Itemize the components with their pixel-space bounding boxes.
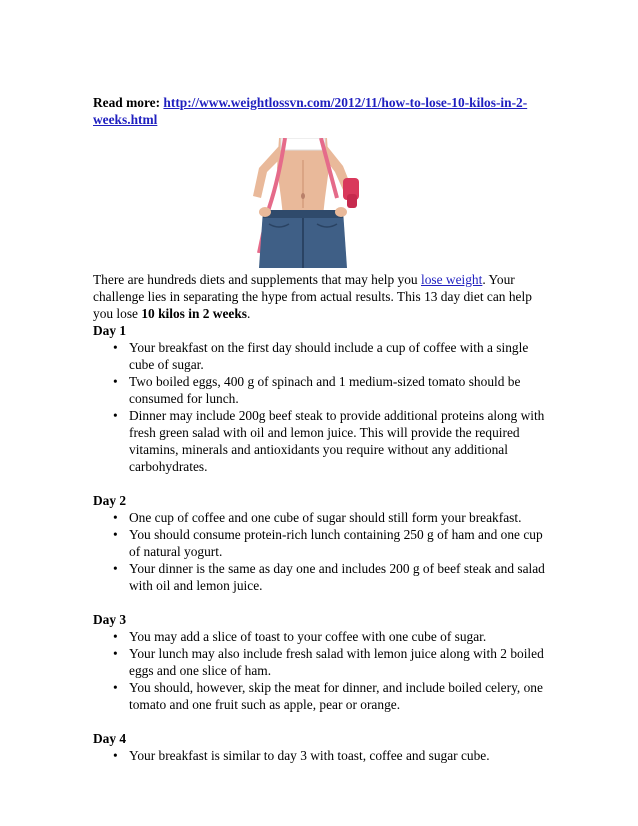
day-1-heading: Day 1 [93,323,127,338]
list-item-text: You should, however, skip the meat for dinner, and include boiled celery, one tomato and one fruit such as apple, pear or orange. [129,680,543,712]
bullet-icon: • [113,510,118,525]
list-item-text: Your dinner is the same as day one and includes 200 g of beef steak and salad with oil and lemon juice. [129,561,545,593]
bullet-icon: • [113,561,118,576]
bullet-icon: • [113,646,118,661]
intro-bold-text: 10 kilos in 2 weeks [141,306,248,321]
list-item-text: You may add a slice of toast to your coffee with one cube of sugar. [129,629,487,644]
bullet-icon: • [113,527,118,542]
weight-loss-photo [239,138,367,268]
list-item [93,526,553,560]
list-item [93,747,553,764]
bullet-icon: • [113,680,118,695]
article-body [93,271,553,764]
bullet-icon: • [113,374,118,389]
read-more-link[interactable]: http://www.weightlossvn.com/2012/11/how-to-lose-10-kilos-in-2-weeks.html [93,95,528,127]
day-2-heading: Day 2 [93,493,127,508]
list-item [93,509,553,526]
day-4-list [93,747,553,764]
list-item [93,339,553,373]
intro-text-before: There are hundreds diets and supplements that may help you [93,272,421,287]
day-3-list [93,628,553,713]
bullet-icon: • [113,408,118,423]
day-1-list [93,339,553,475]
list-item [93,628,553,645]
day-3-heading: Day 3 [93,612,127,627]
list-item-text: Your lunch may also include fresh salad with lemon juice along with 2 boiled eggs and one slice of ham. [129,646,544,678]
intro-paragraph [93,271,553,322]
list-item [93,560,553,594]
day-4-heading: Day 4 [93,731,127,746]
list-item-text: Your breakfast on the first day should include a cup of coffee with a single cube of sugar. [129,340,529,372]
bullet-icon: • [113,748,118,763]
spacer [93,475,553,492]
bullet-icon: • [113,629,118,644]
list-item [93,645,553,679]
read-more-line [93,94,553,128]
read-more-label: Read more: [93,95,164,110]
list-item-text: Your breakfast is similar to day 3 with toast, coffee and sugar cube. [129,748,490,763]
list-item [93,679,553,713]
spacer [93,594,553,611]
list-item-text: Two boiled eggs, 400 g of spinach and 1 medium-sized tomato should be consumed for lunch. [129,374,521,406]
intro-text-middle: . Your challenge lies in separating the hype from actual results. This 13 day diet can help you lose [93,272,532,321]
list-item [93,373,553,407]
lose-weight-link[interactable]: lose weight [420,272,483,287]
list-item-text: One cup of coffee and one cube of sugar should still form your breakfast. [129,510,522,525]
list-item-text: You should consume protein-rich lunch containing 250 g of ham and one cup of natural yogurt. [129,527,543,559]
list-item-text: Dinner may include 200g beef steak to provide additional proteins along with fresh green salad with oil and lemon juice. This will provide the required vitamins, minerals and antioxidants you require without any additional carbohydrates. [129,408,545,474]
intro-text-after: . [247,306,251,321]
day-2-list [93,509,553,594]
bullet-icon: • [113,340,118,355]
list-item [93,407,553,475]
spacer [93,713,553,730]
